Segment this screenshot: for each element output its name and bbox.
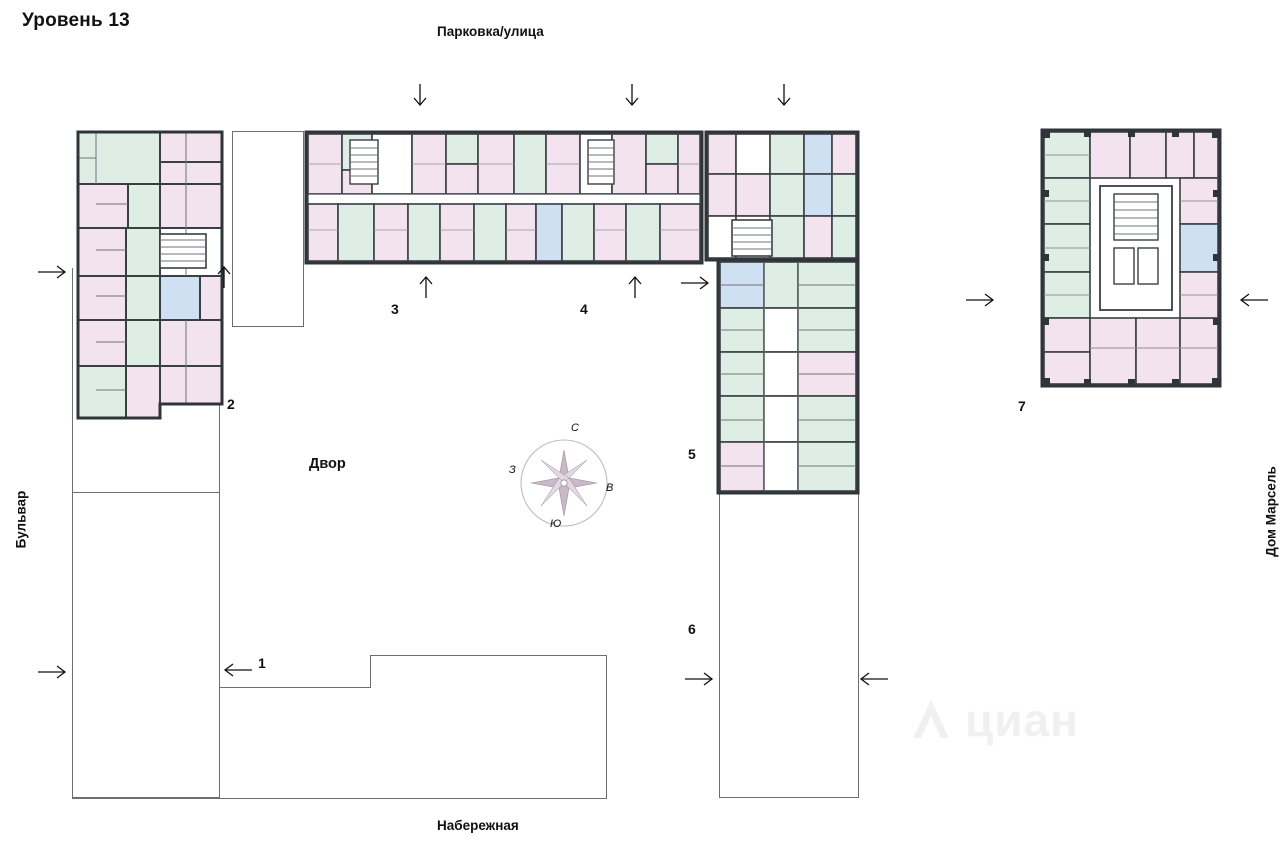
outline-courtyard-lower-top — [370, 655, 607, 656]
section-number-5: 5 — [688, 446, 696, 462]
outline-right-wing — [719, 494, 859, 798]
section-number-4: 4 — [580, 301, 588, 317]
courtyard-label: Двор — [309, 456, 346, 472]
entrance-arrow-bottom-right-out — [858, 672, 888, 691]
entrance-arrow-courtyard-left — [222, 663, 252, 682]
plan-section-7 — [1040, 128, 1222, 388]
watermark-text: циан — [965, 694, 1079, 746]
entrance-arrow-house7-right — [1238, 293, 1268, 312]
outline-upper-gap-box — [232, 131, 304, 327]
edge-label-right: Дом Марсель — [1263, 466, 1279, 557]
compass-south-label: Ю — [550, 518, 562, 530]
compass-west-label: З — [509, 464, 516, 476]
plan-sections-3-4 — [304, 130, 704, 265]
section-number-7: 7 — [1018, 398, 1026, 414]
outline-courtyard-lower-right — [606, 655, 607, 799]
outline-courtyard-bottom — [219, 687, 371, 688]
edge-label-left: Бульвар — [13, 490, 29, 549]
outline-courtyard-step-up — [370, 655, 371, 688]
entrance-arrow-mid-right — [681, 276, 711, 295]
edge-label-bottom: Набережная — [437, 818, 519, 833]
entrance-arrow-up-2 — [418, 272, 434, 303]
entrance-arrow-house7-left — [966, 293, 996, 312]
entrance-arrow-up-1 — [216, 262, 232, 293]
entrance-arrow-top-2 — [624, 84, 640, 115]
plan-section-5 — [704, 130, 860, 495]
page-title: Уровень 13 — [22, 10, 130, 31]
entrance-arrow-top-1 — [412, 84, 428, 115]
outline-left-divider — [72, 492, 220, 493]
section-number-1: 1 — [258, 655, 266, 671]
outline-courtyard-lower-bottom — [72, 798, 607, 799]
entrance-arrow-bottom-right-in — [685, 672, 715, 691]
entrance-arrow-left-2 — [38, 665, 68, 684]
section-number-3: 3 — [391, 301, 399, 317]
compass-east-label: В — [606, 482, 614, 494]
plan-section-2 — [76, 130, 224, 420]
entrance-arrow-up-3 — [627, 272, 643, 303]
watermark-logo-icon — [905, 694, 957, 746]
compass-north-label: С — [571, 422, 579, 434]
watermark — [905, 690, 1145, 750]
section-number-6: 6 — [688, 621, 696, 637]
entrance-arrow-left-1 — [38, 265, 68, 284]
compass-rose — [509, 422, 619, 538]
section-number-2: 2 — [227, 396, 235, 412]
edge-label-top: Парковка/улица — [437, 24, 544, 39]
entrance-arrow-top-3 — [776, 84, 792, 115]
